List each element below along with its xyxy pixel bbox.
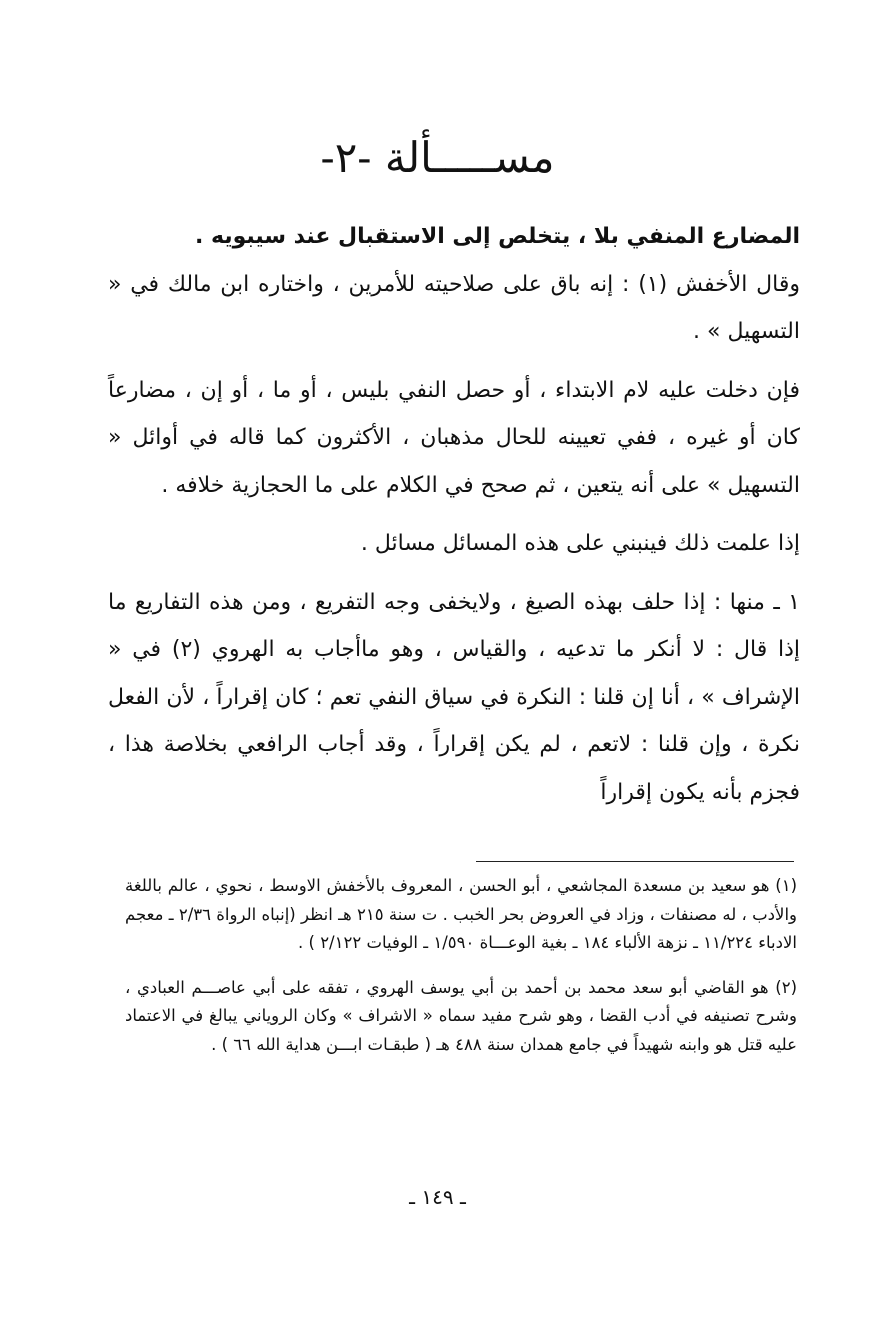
issue-heading: مســـــألة -٢- bbox=[320, 133, 555, 182]
footnote-1: (١) هو سعيد بن مسعدة المجاشعي ، أبو الحسن ، المعروف بالأخفش الاوسط ، نحوي ، عالم باللغة والأدب ، له مصنفات ، وزاد في العروض بحر الخبب . ت سنة ٢١٥ هـ انظر (إنباه الرواة ٢/٣٦ ـ معجم الادباء ١١/٢٢٤ ـ نزهة الألباء ١٨٤ ـ بغية الوعـــاة ١/٥٩٠ ـ الوفيات ٢/١٢٢ ) . bbox=[125, 876, 797, 952]
page-number: ـ ١٤٩ ـ bbox=[409, 1185, 466, 1209]
paragraph-4: إذا علمت ذلك فينبني على هذه المسائل مسائل . bbox=[360, 531, 800, 556]
main-text bbox=[108, 213, 800, 816]
footnotes bbox=[125, 872, 797, 1059]
paragraph-5: ١ ـ منها : إذا حلف بهذه الصيغ ، ولايخفى وجه التفريع ، ومن هذه التفاريع ما إذا قال : لا أنكر ما تدعيه ، والقياس ، وهو ماأجاب به الهروي (٢) في « الإشراف » ، أنا إن قلنا : النكرة في سياق النفي تعم ؛ كان إقراراً ، لأن الفعل نكرة ، وإن قلنا : لاتعم ، لم يكن إقراراً ، وقد أجاب الرافعي بخلاصة هذا ، فجزم بأنه يكون إقراراً bbox=[108, 589, 800, 805]
footnote-2: (٢) هو القاضي أبو سعد محمد بن أحمد بن أبي يوسف الهروي ، تفقه على أبي عاصـــم العبادي ، وشرح تصنيفه في أدب القضا ، وهو شرح مفيد سماه « الاشراف » وكان الروياني يبالغ في الاعتماد عليه قتل هو وابنه شهيداً في جامع همدان سنة ٤٨٨ هـ ( طبقـات ابـــن هداية الله ٦٦ ) . bbox=[125, 977, 797, 1054]
paragraph-3: فإن دخلت عليه لام الابتداء ، أو حصل النفي بليس ، أو ما ، أو إن ، مضارعاً كان أو غيره ، ففي تعيينه للحال مذهبان ، الأكثرون كما قاله في أوائل « التسهيل » على أنه يتعين ، ثم صحح في الكلام على ما الحجازية خلافه . bbox=[108, 377, 800, 498]
paragraph-1: المضارع المنفي بلا ، يتخلص إلى الاستقبال عند سيبويه . bbox=[195, 224, 800, 249]
paragraph-2: وقال الأخفش (١) : إنه باق على صلاحيته للأمرين ، واختاره ابن مالك في « التسهيل » . bbox=[108, 271, 800, 344]
footnote-divider bbox=[476, 861, 794, 862]
